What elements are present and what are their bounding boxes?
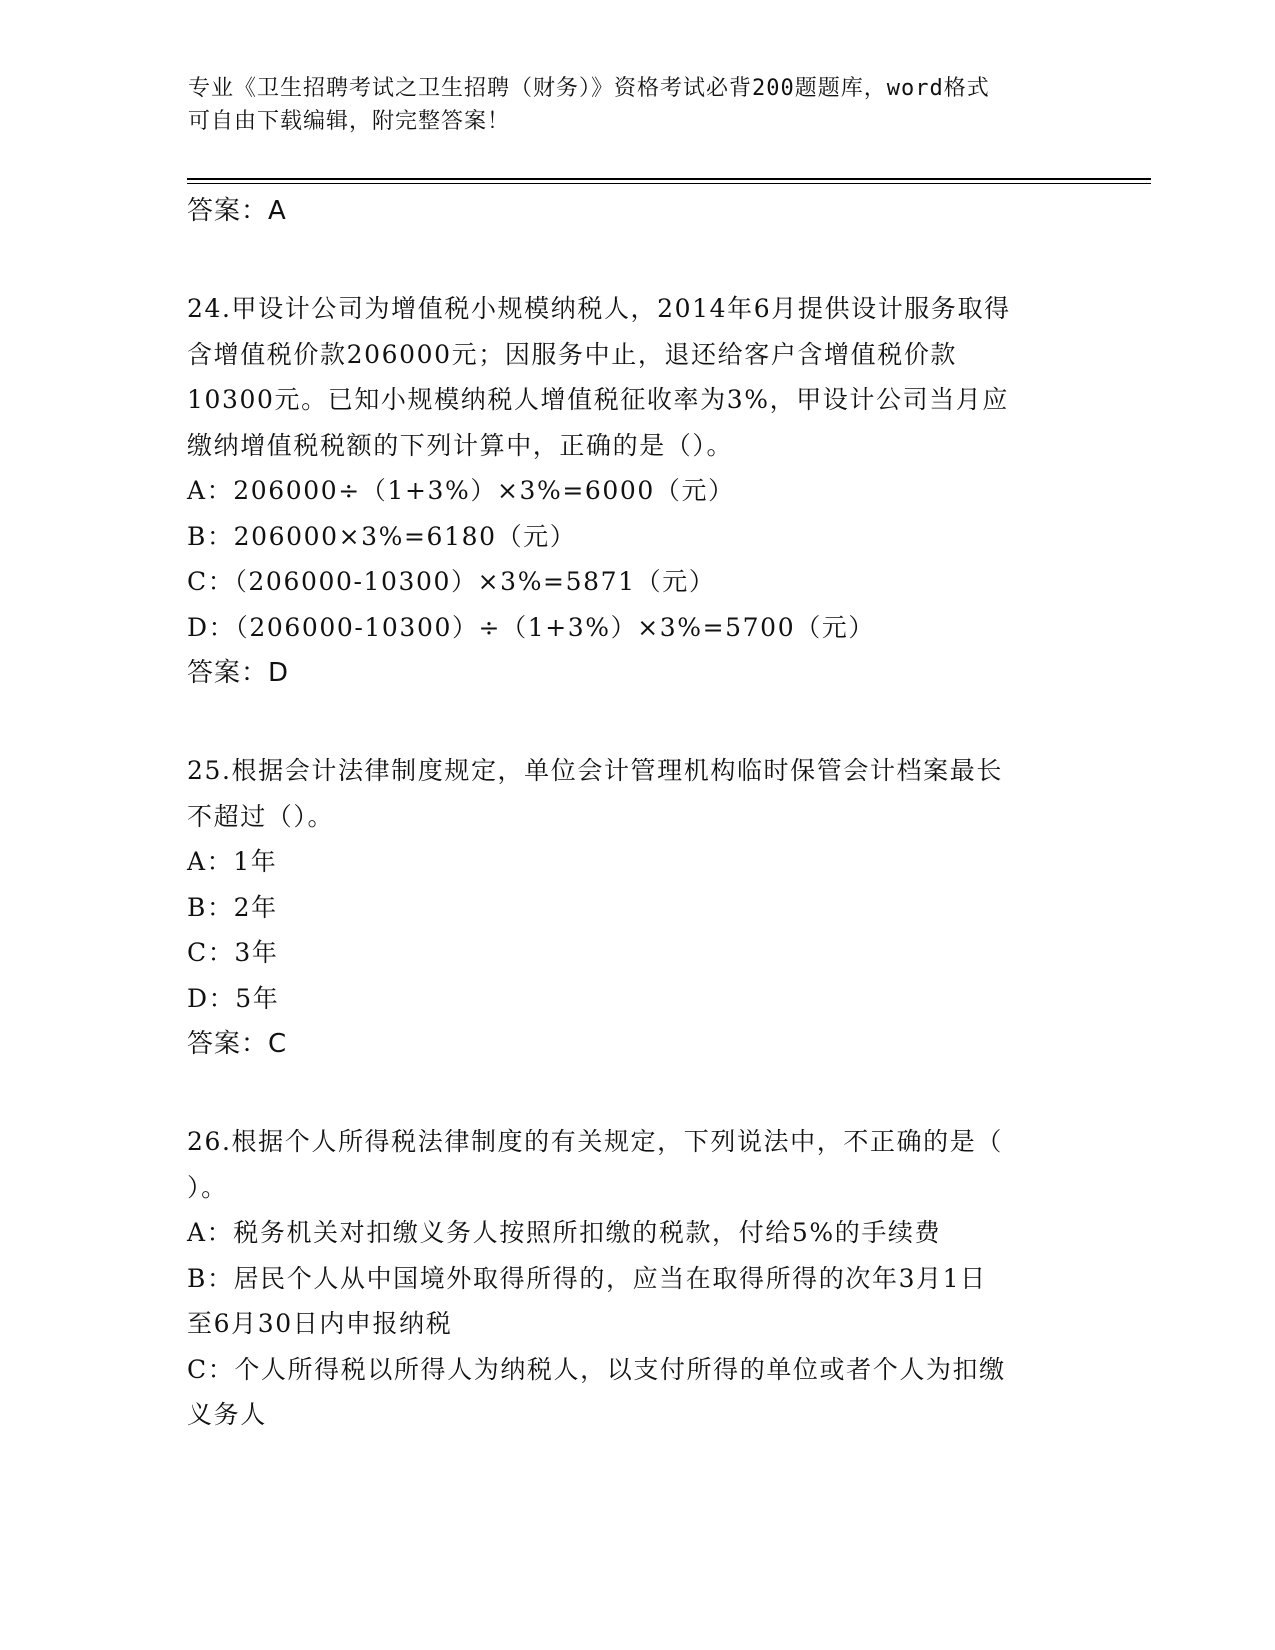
document-body [187, 188, 1087, 1438]
question-26-stem [187, 1119, 1087, 1210]
header-divider-thin [187, 183, 1151, 184]
stem-line: 含增值税价款206000元；因服务中止，退还给客户含增值税价款 [187, 339, 958, 369]
option-c: C：个人所得税以所得人为纳税人，以支付所得的单位或者个人为扣缴 [187, 1354, 1006, 1384]
option-c: C：（206000-10300）×3%=5871（元） [187, 567, 716, 596]
stem-line: 不超过（）。 [187, 801, 335, 831]
header-line-2: 可自由下载编辑，附完整答案！ [188, 109, 511, 134]
page-header [188, 72, 1068, 138]
option-a: A：税务机关对扣缴义务人按照所扣缴的税款，付给5%的手续费 [187, 1218, 942, 1247]
option-b-continued: 至6月30日内申报纳税 [187, 1309, 453, 1338]
option-b: B：居民个人从中国境外取得所得的，应当在取得所得的次年3月1日 [187, 1263, 987, 1293]
header-line-1: 专业《卫生招聘考试之卫生招聘（财务）》资格考试必背200题题库，word格式 [188, 76, 990, 101]
question-24-stem [187, 286, 1087, 468]
option-a: A：1年 [187, 847, 278, 876]
option-d: D：（206000-10300）÷（1+3%）×3%=5700（元） [187, 612, 875, 642]
stem-line: 24.甲设计公司为增值税小规模纳税人，2014年6月提供设计服务取得 [187, 294, 1011, 323]
question-25-answer: 答案：C [187, 1029, 288, 1059]
previous-answer: 答案：A [187, 196, 287, 226]
question-25-stem [187, 748, 1087, 839]
stem-line: 26.根据个人所得税法律制度的有关规定，下列说法中，不正确的是（ [187, 1127, 1003, 1156]
question-24-answer: 答案：D [187, 658, 290, 688]
option-d: D：5年 [187, 983, 280, 1013]
stem-line: 25.根据会计法律制度规定，单位会计管理机构临时保管会计档案最长 [187, 756, 1003, 785]
option-a: A：206000÷（1+3%）×3%=6000（元） [187, 476, 735, 505]
stem-line: ）。 [187, 1172, 228, 1202]
option-c-continued: 义务人 [187, 1400, 267, 1429]
stem-line: 10300元。已知小规模纳税人增值税征收率为3%，甲设计公司当月应 [187, 385, 1009, 414]
option-b: B：2年 [187, 892, 278, 922]
option-b: B：206000×3%=6180（元） [187, 521, 577, 551]
option-c: C：3年 [187, 938, 279, 967]
header-divider-thick [187, 178, 1151, 180]
stem-line: 缴纳增值税税额的下列计算中，正确的是（）。 [187, 430, 734, 460]
